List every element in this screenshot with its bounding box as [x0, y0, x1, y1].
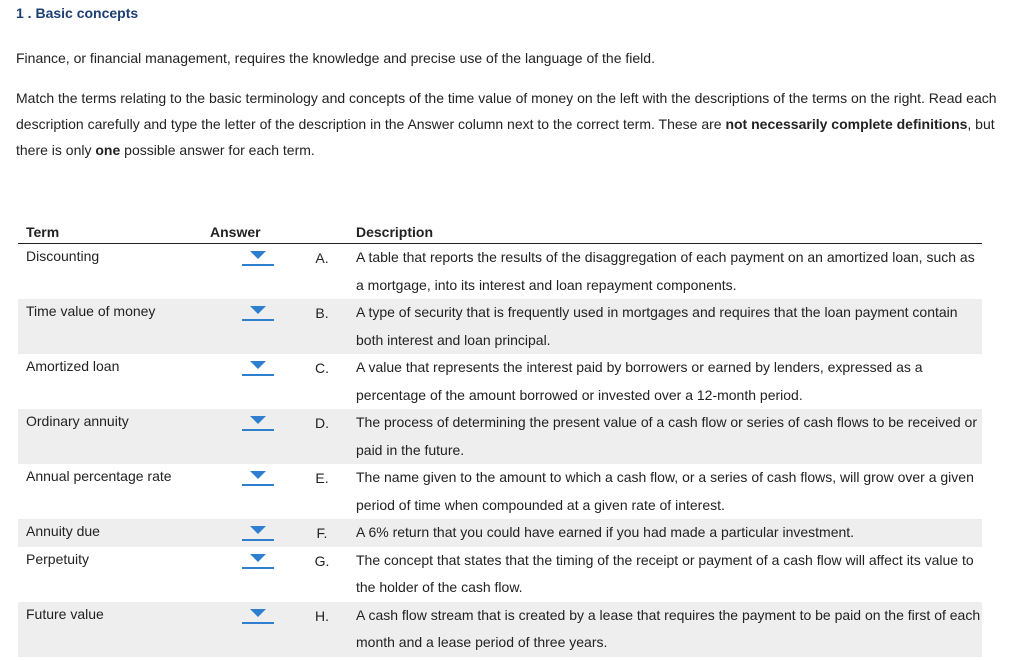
letter-cell: A. — [315, 250, 329, 266]
answer-dropdown[interactable] — [242, 468, 274, 486]
term-cell: Time value of money — [18, 299, 198, 354]
letter-cell: H. — [296, 602, 348, 657]
intro-text: Finance, or financial management, requires the knowledge and precise use of the language of the field. — [16, 50, 655, 66]
caret-down-icon — [250, 416, 266, 424]
answer-dropdown[interactable] — [242, 248, 274, 266]
table-row — [18, 464, 982, 519]
instructions-part1: Match the terms relating to the basic terminology and concepts of the time value of money on the left with the descriptions of the terms on the right. Read each description carefully and type the letter of the description in the Answer column next to the correct term. These are — [16, 90, 997, 132]
description-cell: A table that reports the results of the disaggregation of each payment on an amortized loan, such as a mortgage, into its interest and loan repayment components. — [356, 249, 975, 293]
description-cell: A 6% return that you could have earned if you had made a particular investment. — [348, 519, 982, 547]
instructions-bold2: one — [95, 142, 121, 158]
term-cell: Annuity due — [18, 519, 198, 547]
description-cell: The name given to the amount to which a cash flow, or a series of cash flows, will grow over a given period of time when compounded at a given rate of interest. — [356, 469, 974, 513]
term-cell: Amortized loan — [26, 358, 120, 374]
question-title: 1 . Basic concepts — [16, 5, 139, 21]
answer-dropdown[interactable] — [242, 606, 274, 624]
term-cell: Ordinary annuity — [18, 409, 198, 464]
letter-cell: D. — [296, 409, 348, 464]
instructions-bold1: not necessarily complete definitions — [725, 116, 968, 132]
caret-down-icon — [250, 554, 266, 562]
dropdown-underline — [242, 622, 274, 624]
answer-dropdown[interactable] — [242, 413, 274, 431]
header-term: Term — [18, 220, 198, 244]
term-cell: Perpetuity — [26, 550, 90, 567]
answer-dropdown[interactable] — [242, 358, 274, 376]
term-cell: Discounting — [26, 248, 100, 264]
table-row — [18, 409, 982, 464]
term-cell: Annual percentage rate — [26, 468, 172, 484]
description-cell: A type of security that is frequently used in mortgages and requires that the loan payment contain both interest and loan principal. — [348, 299, 982, 354]
letter-cell: C. — [315, 360, 329, 376]
answer-dropdown[interactable] — [242, 303, 274, 321]
description-cell: A value that represents the interest paid by borrowers or earned by lenders, expressed as a percentage of the amount borrowed or invested over a 12-month period. — [356, 359, 923, 403]
dropdown-underline — [242, 484, 274, 486]
answer-cell — [198, 602, 296, 657]
instructions-part3: possible answer for each term. — [120, 142, 315, 158]
answer-cell — [198, 409, 296, 464]
table-header-row — [18, 220, 982, 244]
term-cell: Future value — [18, 602, 198, 657]
answer-cell — [198, 244, 296, 300]
table-row — [18, 602, 982, 657]
answer-dropdown[interactable] — [242, 551, 274, 569]
description-cell: A cash flow stream that is created by a lease that requires the payment to be paid on the first of each month and a lease period of three years. — [348, 602, 982, 657]
answer-cell — [198, 299, 296, 354]
instructions-part2: , but there is only — [16, 116, 995, 158]
table-row — [18, 244, 982, 300]
instructions-text — [16, 85, 1021, 163]
answer-cell — [198, 354, 296, 409]
caret-down-icon — [250, 609, 266, 617]
dropdown-underline — [242, 319, 274, 321]
answer-cell — [198, 547, 296, 602]
description-cell: The concept that states that the timing of the receipt or payment of a cash flow will affect its value to the holder of the cash flow. — [356, 551, 974, 595]
table-row — [18, 519, 982, 547]
header-description: Description — [348, 220, 982, 244]
letter-cell: F. — [296, 519, 348, 547]
dropdown-underline — [242, 567, 274, 569]
table-row — [18, 299, 982, 354]
dropdown-underline — [242, 429, 274, 431]
table-body — [18, 244, 982, 657]
caret-down-icon — [250, 526, 266, 534]
table-row — [18, 354, 982, 409]
answer-dropdown[interactable] — [242, 523, 274, 541]
caret-down-icon — [250, 306, 266, 314]
header-letter — [296, 220, 348, 244]
answer-cell — [198, 519, 296, 547]
dropdown-underline — [242, 374, 274, 376]
letter-cell: E. — [315, 470, 329, 486]
matching-table — [18, 220, 982, 657]
letter-cell: G. — [314, 552, 330, 569]
caret-down-icon — [250, 471, 266, 479]
caret-down-icon — [250, 361, 266, 369]
dropdown-underline — [242, 264, 274, 266]
dropdown-underline — [242, 539, 274, 541]
description-cell: The process of determining the present value of a cash flow or series of cash flows to be received or paid in the future. — [348, 409, 982, 464]
caret-down-icon — [250, 251, 266, 259]
letter-cell: B. — [296, 299, 348, 354]
header-answer: Answer — [198, 220, 296, 244]
table-row — [18, 547, 982, 602]
answer-cell — [198, 464, 296, 519]
